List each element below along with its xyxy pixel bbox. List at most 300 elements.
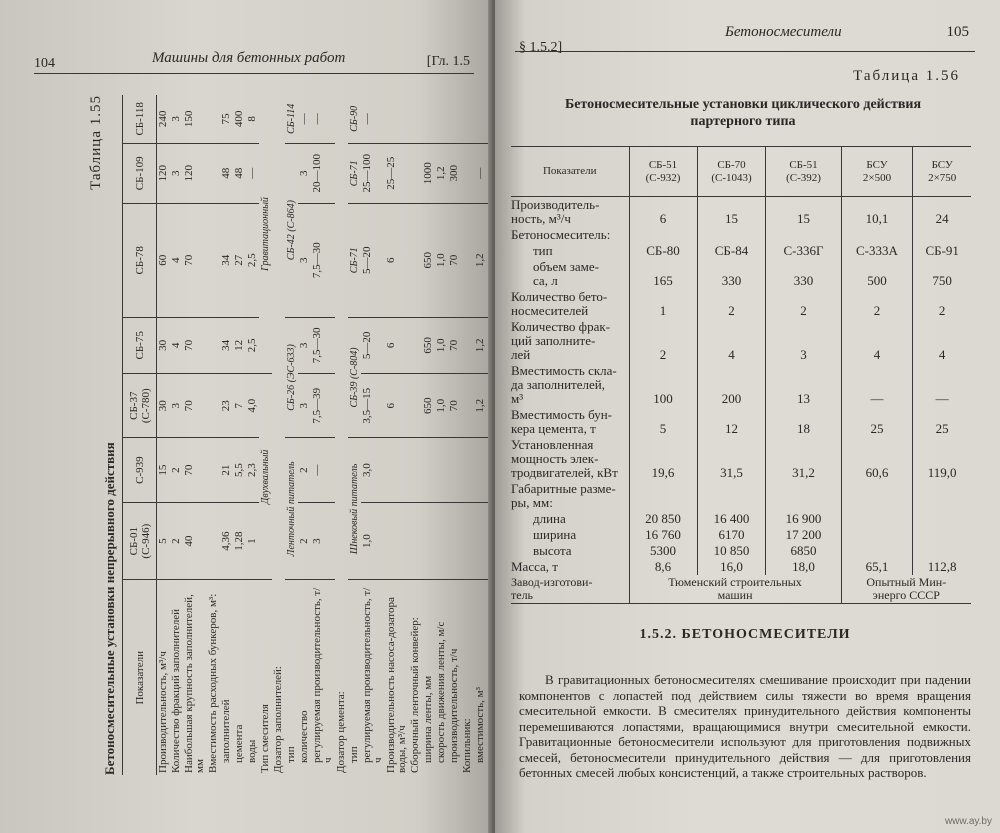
table-1-56-cell: 330 [766, 259, 841, 289]
table-1-55-row [233, 95, 246, 775]
table-1-56-cell: 100 [629, 363, 697, 407]
table-1-56-cell: 5300 [629, 543, 697, 559]
table-1-56-cell: 20 850 [629, 511, 697, 527]
table-1-55-row-label: тип [285, 746, 297, 763]
table-1-55-cell: 3,0 [361, 438, 385, 503]
table-1-55-row-label: скорость движения ленты, м/с [435, 621, 447, 763]
table-1-55-cell: 3 [170, 143, 183, 203]
table-1-56-manufacturer-a: Тюменский строительных машин [629, 575, 841, 604]
table-1-56-cell: 2 [766, 289, 841, 319]
table-1-55-cell [435, 502, 448, 580]
table-1-56-cell: 6850 [766, 543, 841, 559]
right-page [495, 0, 1000, 833]
table-1-55-cell: 12 [233, 317, 246, 374]
table-1-56-cell [913, 543, 971, 559]
table-1-56-cell: 6 [629, 197, 697, 228]
table-1-55-cell [409, 438, 422, 503]
table-1-55-cell [422, 95, 435, 143]
table-1-55-cell: 3 [298, 203, 311, 317]
table-1-55-cell: 4,0 [246, 374, 259, 438]
table-1-55-row [461, 95, 474, 775]
table-1-56-cell: 16 400 [697, 511, 766, 527]
table-1-56-row-label: объем заме- са, л [533, 259, 599, 288]
table-1-55-row [285, 95, 298, 775]
chapter-ref: [Гл. 1.5 [426, 54, 470, 69]
table-1-56-cell: 330 [697, 259, 766, 289]
table-1-55-cell: — [474, 143, 487, 203]
table-1-55-cell [385, 438, 409, 503]
table-1-56 [511, 146, 971, 604]
table-1-56-row-label: Количество фрак- ций заполните- лей [511, 319, 611, 362]
table-1-55-col-header: СБ-78 [123, 203, 157, 317]
table-1-55-col-header: СБ-75 [123, 317, 157, 374]
table-1-55-row [409, 95, 422, 775]
table-1-55-cell: 7,5—39 [311, 374, 335, 438]
table-1-56-cell [913, 227, 971, 243]
table-1-56-col-header: СБ-70 (С-1043) [697, 147, 766, 197]
table-1-55-col-header: СБ-109 [123, 143, 157, 203]
table-1-56-cell: — [913, 363, 971, 407]
table-1-56-cell: 500 [841, 259, 913, 289]
table-1-56-cell: 31,2 [766, 437, 841, 481]
table-1-55-cell [385, 502, 409, 580]
table-1-56-col-header: СБ-51 (С-392) [766, 147, 841, 197]
right-running-head [515, 24, 975, 55]
table-1-55-cell [474, 502, 487, 580]
table-1-55-row [348, 95, 361, 775]
table-1-55-cell: 2 [170, 438, 183, 503]
table-1-55-cell: 3 [298, 143, 311, 203]
table-1-55-cell [448, 95, 461, 143]
table-1-55-cell: 25—100 [361, 143, 385, 203]
table-1-55-row-label: Наибольшая крупность заполнителей, мм [183, 594, 206, 773]
table-1-55-cell: 7 [233, 374, 246, 438]
table-1-55-cell: 6 [385, 203, 409, 317]
table-1-55-cell: 3,5—15 [361, 374, 385, 438]
table-1-56-cell: СБ-84 [697, 243, 766, 259]
table-1-56-cell: 4 [913, 319, 971, 363]
table-1-56-row [511, 197, 971, 228]
table-1-56-cell [841, 481, 913, 511]
table-1-55-row-label: Производительность, м³/ч [157, 651, 169, 773]
table-1-55-cell: 2,5 [246, 203, 259, 317]
table-1-55-row-label: количество [298, 710, 310, 763]
table-1-55-span-cell: СБ-39 (С-804) [348, 317, 361, 438]
table-1-56-cell [841, 227, 913, 243]
table-1-56-cell [913, 527, 971, 543]
table-1-55-cell: 23 [220, 374, 233, 438]
left-running-title: Машины для бетонных работ [152, 50, 346, 66]
table-1-56-cell: 19,6 [629, 437, 697, 481]
table-1-55-cell: 1,28 [233, 502, 246, 580]
table-1-56-row-label: Габаритные разме- ры, мм: [511, 481, 616, 510]
table-1-56-cell: 60,6 [841, 437, 913, 481]
table-1-55-row [311, 95, 335, 775]
table-1-55-cell [461, 438, 474, 503]
table-1-56-cell: 13 [766, 363, 841, 407]
table-1-55-row [207, 95, 220, 775]
right-running-title: Бетоносмесители [725, 24, 842, 40]
table-1-56-cell: 119,0 [913, 437, 971, 481]
table-1-56-cell: 165 [629, 259, 697, 289]
table-1-55-cell: 2 [298, 502, 311, 580]
table-1-55-span-cell: СБ-90 [348, 95, 361, 143]
table-1-55-cell [474, 438, 487, 503]
table-1-55-cell: 27 [233, 203, 246, 317]
table-1-56-cell: 2 [697, 289, 766, 319]
table-1-55-row-label: вместимость, м³ [474, 687, 486, 763]
table-1-55-cell: 5—20 [361, 203, 385, 317]
table-1-55-caption: Бетоносмесительные установки непрерывного действия [102, 442, 117, 775]
table-1-55-cell: 2,5 [246, 317, 259, 374]
table-1-56-cell: 15 [766, 197, 841, 228]
table-1-56-cell [841, 543, 913, 559]
table-1-55-cell: 21 [220, 438, 233, 503]
table-1-55-cell: 1,0 [435, 317, 448, 374]
table-1-55-cell: 1,2 [474, 317, 487, 374]
table-1-56-row [511, 407, 971, 437]
table-1-55-cell: 70 [448, 203, 461, 317]
table-1-55-row-label: ширина ленты, мм [422, 675, 434, 763]
table-1-55-cell: 3 [298, 374, 311, 438]
table-1-55-cell [207, 438, 220, 503]
table-1-55-cell: 7,5—30 [311, 203, 335, 317]
table-1-56-cell [913, 481, 971, 511]
table-1-56-cell: 6170 [697, 527, 766, 543]
table-1-56-manufacturer-b: Опытный Мин- энерго СССР [841, 575, 971, 604]
table-1-55-cell: 70 [183, 374, 207, 438]
table-1-55-cell [409, 95, 422, 143]
table-1-56-cell: 18,0 [766, 559, 841, 575]
table-1-55-cell: 48 [220, 143, 233, 203]
table-1-55-cell: 1,2 [474, 203, 487, 317]
table-1-55-cell: 3 [298, 317, 311, 374]
table-1-55-cell: 70 [183, 317, 207, 374]
table-1-55-number: Таблица 1.55 [88, 95, 104, 190]
table-1-56-cell: С-333А [841, 243, 913, 259]
table-1-55-span-cell: Шнековый питатель [348, 438, 361, 580]
table-1-55-cell: 4 [170, 317, 183, 374]
table-1-55-cell: 20—100 [311, 143, 335, 203]
table-1-55-cell: 5,5 [233, 438, 246, 503]
table-1-55-cell: 7,5—30 [311, 317, 335, 374]
table-1-56-row-label: Завод-изготови- тель [511, 575, 629, 604]
table-1-55-cell: 25—25 [385, 143, 409, 203]
table-1-55-cell: 3 [170, 95, 183, 143]
table-1-56-col-header: СБ-51 (С-932) [629, 147, 697, 197]
table-1-55-cell [461, 502, 474, 580]
table-1-55-cell [207, 317, 220, 374]
table-1-56-cell: 1 [629, 289, 697, 319]
table-1-56-cell [841, 511, 913, 527]
table-1-55-cell [409, 317, 422, 374]
table-1-55-cell: 1,0 [361, 502, 385, 580]
table-1-55-cell: 2 [298, 438, 311, 503]
table-1-55-cell: 150 [183, 95, 207, 143]
table-1-56-header [511, 147, 971, 197]
table-1-56-cell: 24 [913, 197, 971, 228]
table-1-55-row-label: Дозатор цемента: [335, 691, 347, 773]
table-1-56-row [511, 543, 971, 559]
table-1-55-cell: 400 [233, 95, 246, 143]
table-1-55-cell: 60 [157, 203, 171, 317]
table-1-55-cell [207, 95, 220, 143]
table-1-55-cell: 40 [183, 502, 207, 580]
table-1-55-cell: 8 [246, 95, 259, 143]
table-1-55-row [272, 95, 285, 775]
table-1-56-row [511, 527, 971, 543]
table-1-55-row-label: Количество фракций заполнителей [170, 608, 182, 773]
table-1-55-cell: 15 [157, 438, 171, 503]
table-1-55-cell: 2 [170, 502, 183, 580]
table-1-55-cell: 30 [157, 317, 171, 374]
table-1-55-cell: 240 [157, 95, 171, 143]
table-1-55-row [448, 95, 461, 775]
table-1-56-cell: 8,6 [629, 559, 697, 575]
table-1-55-cell: 1,2 [474, 374, 487, 438]
table-1-56-cell: СБ-80 [629, 243, 697, 259]
table-1-55-cell: 4 [170, 203, 183, 317]
table-1-55-row [298, 95, 311, 775]
table-1-55-cell [385, 95, 409, 143]
table-1-55-cell: 300 [448, 143, 461, 203]
table-1-56-row [511, 319, 971, 363]
table-1-55-cell [409, 502, 422, 580]
table-1-55-cell [409, 143, 422, 203]
table-1-55-cell: 4,36 [220, 502, 233, 580]
table-1-55-cell: — [246, 143, 259, 203]
table-1-56-row [511, 575, 971, 604]
table-1-55-row-label: заполнителей [220, 699, 232, 763]
table-1-55-cell: 650 [422, 203, 435, 317]
table-1-56-cell: 17 200 [766, 527, 841, 543]
table-1-55-row [385, 95, 409, 775]
table-1-55-cell: 6 [385, 317, 409, 374]
table-1-55-row-label: Вместимость расходных бункеров, м³: [207, 593, 219, 773]
table-1-56-cell: 25 [913, 407, 971, 437]
table-1-55-cell: — [298, 95, 311, 143]
table-1-56-cell [629, 481, 697, 511]
table-1-56-row-label: Вместимость скла- да заполнителей, м³ [511, 363, 617, 406]
table-1-56-row-label: тип [533, 243, 553, 258]
table-1-56-row [511, 437, 971, 481]
table-1-55-cell: 70 [448, 374, 461, 438]
table-1-56-row-label: Производитель- ность, м³/ч [511, 197, 600, 226]
table-1-55-row-label: Тип смесителя [259, 704, 271, 773]
table-1-56-row-label: ширина [533, 527, 577, 542]
table-1-55-row [183, 95, 207, 775]
table-1-56-row-label: высота [533, 543, 572, 558]
table-1-55-row-label: регулируемая производительность, т/ч [361, 587, 384, 763]
table-1-55-cell: 34 [220, 317, 233, 374]
table-1-55-body [157, 95, 493, 775]
table-1-56-row [511, 259, 971, 289]
table-1-55-row [361, 95, 385, 775]
table-1-56-col-header: Показатели [511, 147, 629, 197]
table-1-55-cell: 120 [157, 143, 171, 203]
table-1-55-row-label: цемента [233, 724, 245, 763]
table-1-55-cell [474, 95, 487, 143]
table-1-55-cell: 48 [233, 143, 246, 203]
table-1-55-cell: 2,3 [246, 438, 259, 503]
table-1-55-cell: 1,0 [435, 203, 448, 317]
table-1-55-row [220, 95, 233, 775]
table-1-56-row-label: Количество бето- носмесителей [511, 289, 608, 318]
table-1-56-cell: 12 [697, 407, 766, 437]
right-page-number: 105 [946, 24, 969, 40]
table-1-55-header [123, 95, 157, 775]
table-1-55-cell: — [361, 95, 385, 143]
table-1-56-cell: 10,1 [841, 197, 913, 228]
table-1-55-cell [448, 502, 461, 580]
table-1-55-row-label: Дозатор заполнителей: [272, 666, 284, 773]
table-1-56-row [511, 243, 971, 259]
table-1-55-col-header: СБ-118 [123, 95, 157, 143]
table-1-56-col-header: БСУ 2×500 [841, 147, 913, 197]
table-1-55-row-label: Копильник: [461, 718, 473, 773]
table-1-56-row [511, 363, 971, 407]
table-1-56-cell: 16 900 [766, 511, 841, 527]
table-1-55-row [335, 95, 348, 775]
table-1-56-cell: 2 [629, 319, 697, 363]
table-1-55-row [474, 95, 487, 775]
table-1-56-row [511, 227, 971, 243]
table-1-55-cell: 1000 [422, 143, 435, 203]
table-1-55-cell [461, 374, 474, 438]
table-1-55-cell [207, 203, 220, 317]
table-1-55-cell: 70 [183, 203, 207, 317]
table-1-56-cell [697, 481, 766, 511]
table-1-56-cell [766, 227, 841, 243]
table-1-56-cell: 16,0 [697, 559, 766, 575]
left-page [0, 0, 492, 833]
table-1-55-row [435, 95, 448, 775]
table-1-56-cell: 16 760 [629, 527, 697, 543]
table-1-55-cell [422, 502, 435, 580]
table-1-55-col-header: СБ-37 (С-780) [123, 374, 157, 438]
table-1-55-span-cell: Двухвальный [259, 374, 272, 580]
table-1-55-row-label: Производительность насоса-дозатора воды, м³/ч [385, 597, 408, 773]
table-1-55-cell [435, 438, 448, 503]
table-1-55-row-label: тип [348, 746, 360, 763]
table-1-56-number: Таблица 1.56 [853, 68, 960, 84]
table-1-56-cell: 4 [697, 319, 766, 363]
table-1-56-cell: 200 [697, 363, 766, 407]
table-1-56-cell: 4 [841, 319, 913, 363]
table-1-55-cell: 120 [183, 143, 207, 203]
table-1-56-row [511, 511, 971, 527]
table-1-55-cell [207, 502, 220, 580]
table-1-55-cell: 70 [448, 317, 461, 374]
table-1-56-cell: 3 [766, 319, 841, 363]
table-1-55-cell: — [311, 95, 335, 143]
table-1-55-span-cell: СБ-114 [285, 95, 298, 143]
table-1-55-cell: 1 [246, 502, 259, 580]
table-1-56-cell: С-336Г [766, 243, 841, 259]
body-paragraph: В гравитационных бетоносмесителях смешивание происходит при падении компонентов с лопастей под действием силы тяжести во время вращения смесительной емкости. В смесителях принудительного действия компоненты перемешиваются лопастями, вращающимися внутри смесительной емкости. Гравитационные бетоносмесители используют для приготовления подвижных смесей, бетоносмесители принудительного действия — для приготовления бетонных смесей любых консистенций, а также строительных растворов. [519, 672, 971, 780]
table-1-55-cell: 3 [170, 374, 183, 438]
table-1-56-body [511, 197, 971, 604]
table-1-56-cell: 2 [913, 289, 971, 319]
table-1-55-cell [409, 374, 422, 438]
table-1-55-span-cell: Ленточный питатель [285, 438, 298, 580]
table-1-55-cell: 30 [157, 374, 171, 438]
table-1-56-row-label: Вместимость бун- кера цемента, т [511, 407, 612, 436]
table-1-55-cell [461, 317, 474, 374]
table-1-55-row-label: Сборочный ленточный конвейер: [409, 617, 421, 773]
table-1-56-row-label: Масса, т [511, 559, 558, 574]
table-1-56-cell: 25 [841, 407, 913, 437]
table-1-56-col-header: БСУ 2×750 [913, 147, 971, 197]
table-1-55-row [170, 95, 183, 775]
table-1-55-cell: 1,2 [435, 143, 448, 203]
table-1-56-row-label: Установленная мощность элек- тродвигателей, кВт [511, 437, 618, 480]
table-1-55-cell: 650 [422, 374, 435, 438]
table-1-56-row [511, 289, 971, 319]
table-1-55-span-cell: СБ-26 (ЭС-633) [285, 317, 298, 438]
table-1-55-cell [461, 95, 474, 143]
table-1-55-col-header: Показатели [123, 580, 157, 775]
table-1-56-row-label: длина [533, 511, 566, 526]
table-1-56-cell [913, 511, 971, 527]
table-1-56-cell: 5 [629, 407, 697, 437]
table-1-55-row-label: воды [246, 739, 258, 763]
watermark: www.ay.by [944, 816, 992, 827]
table-1-56-cell [841, 527, 913, 543]
table-1-55-cell: 1,0 [435, 374, 448, 438]
table-1-56-row [511, 481, 971, 511]
table-1-55-cell: 34 [220, 203, 233, 317]
table-1-56-caption-line1: Бетоносмесительные установки циклического действия [564, 97, 922, 112]
table-1-55-cell: 3 [311, 502, 335, 580]
table-1-56-cell: 31,5 [697, 437, 766, 481]
table-1-55-cell [435, 95, 448, 143]
table-1-55-row-label: производительность, т/ч [448, 648, 460, 763]
left-page-number: 104 [34, 56, 55, 71]
table-1-55-col-header: СБ-01 (С-946) [123, 502, 157, 580]
table-1-55-cell: — [311, 438, 335, 503]
table-1-55-cell [422, 438, 435, 503]
table-1-55-cell [207, 143, 220, 203]
table-1-55-cell [461, 203, 474, 317]
section-heading: 1.5.2. БЕТОНОСМЕСИТЕЛИ [639, 627, 851, 642]
table-1-55-span-cell: СБ-71 [348, 143, 361, 203]
table-1-55-span-cell: Гравитационный [259, 95, 272, 374]
table-1-56-cell: 10 850 [697, 543, 766, 559]
table-1-56-row-label: Бетоносмеситель: [511, 227, 611, 242]
table-1-56-cell: 750 [913, 259, 971, 289]
table-1-55-cell [461, 143, 474, 203]
table-1-55-row [422, 95, 435, 775]
table-1-56-cell: СБ-91 [913, 243, 971, 259]
table-1-55-cell: 5 [157, 502, 171, 580]
table-1-56-caption [515, 96, 971, 130]
table-1-55-cell: 650 [422, 317, 435, 374]
table-1-56-cell: 15 [697, 197, 766, 228]
table-1-55-cell [207, 374, 220, 438]
table-1-56-cell: 112,8 [913, 559, 971, 575]
table-1-56-cell [697, 227, 766, 243]
table-1-56-cell: 2 [841, 289, 913, 319]
table-1-56-row [511, 559, 971, 575]
table-1-55-cell: 75 [220, 95, 233, 143]
table-1-56-cell [766, 481, 841, 511]
table-1-56-caption-line2: партерного типа [690, 114, 796, 129]
left-running-head [34, 48, 474, 74]
table-1-55-row-label: регулируемая производительность, т/ч [311, 587, 334, 763]
table-1-56-cell: 18 [766, 407, 841, 437]
table-1-56-cell: 65,1 [841, 559, 913, 575]
